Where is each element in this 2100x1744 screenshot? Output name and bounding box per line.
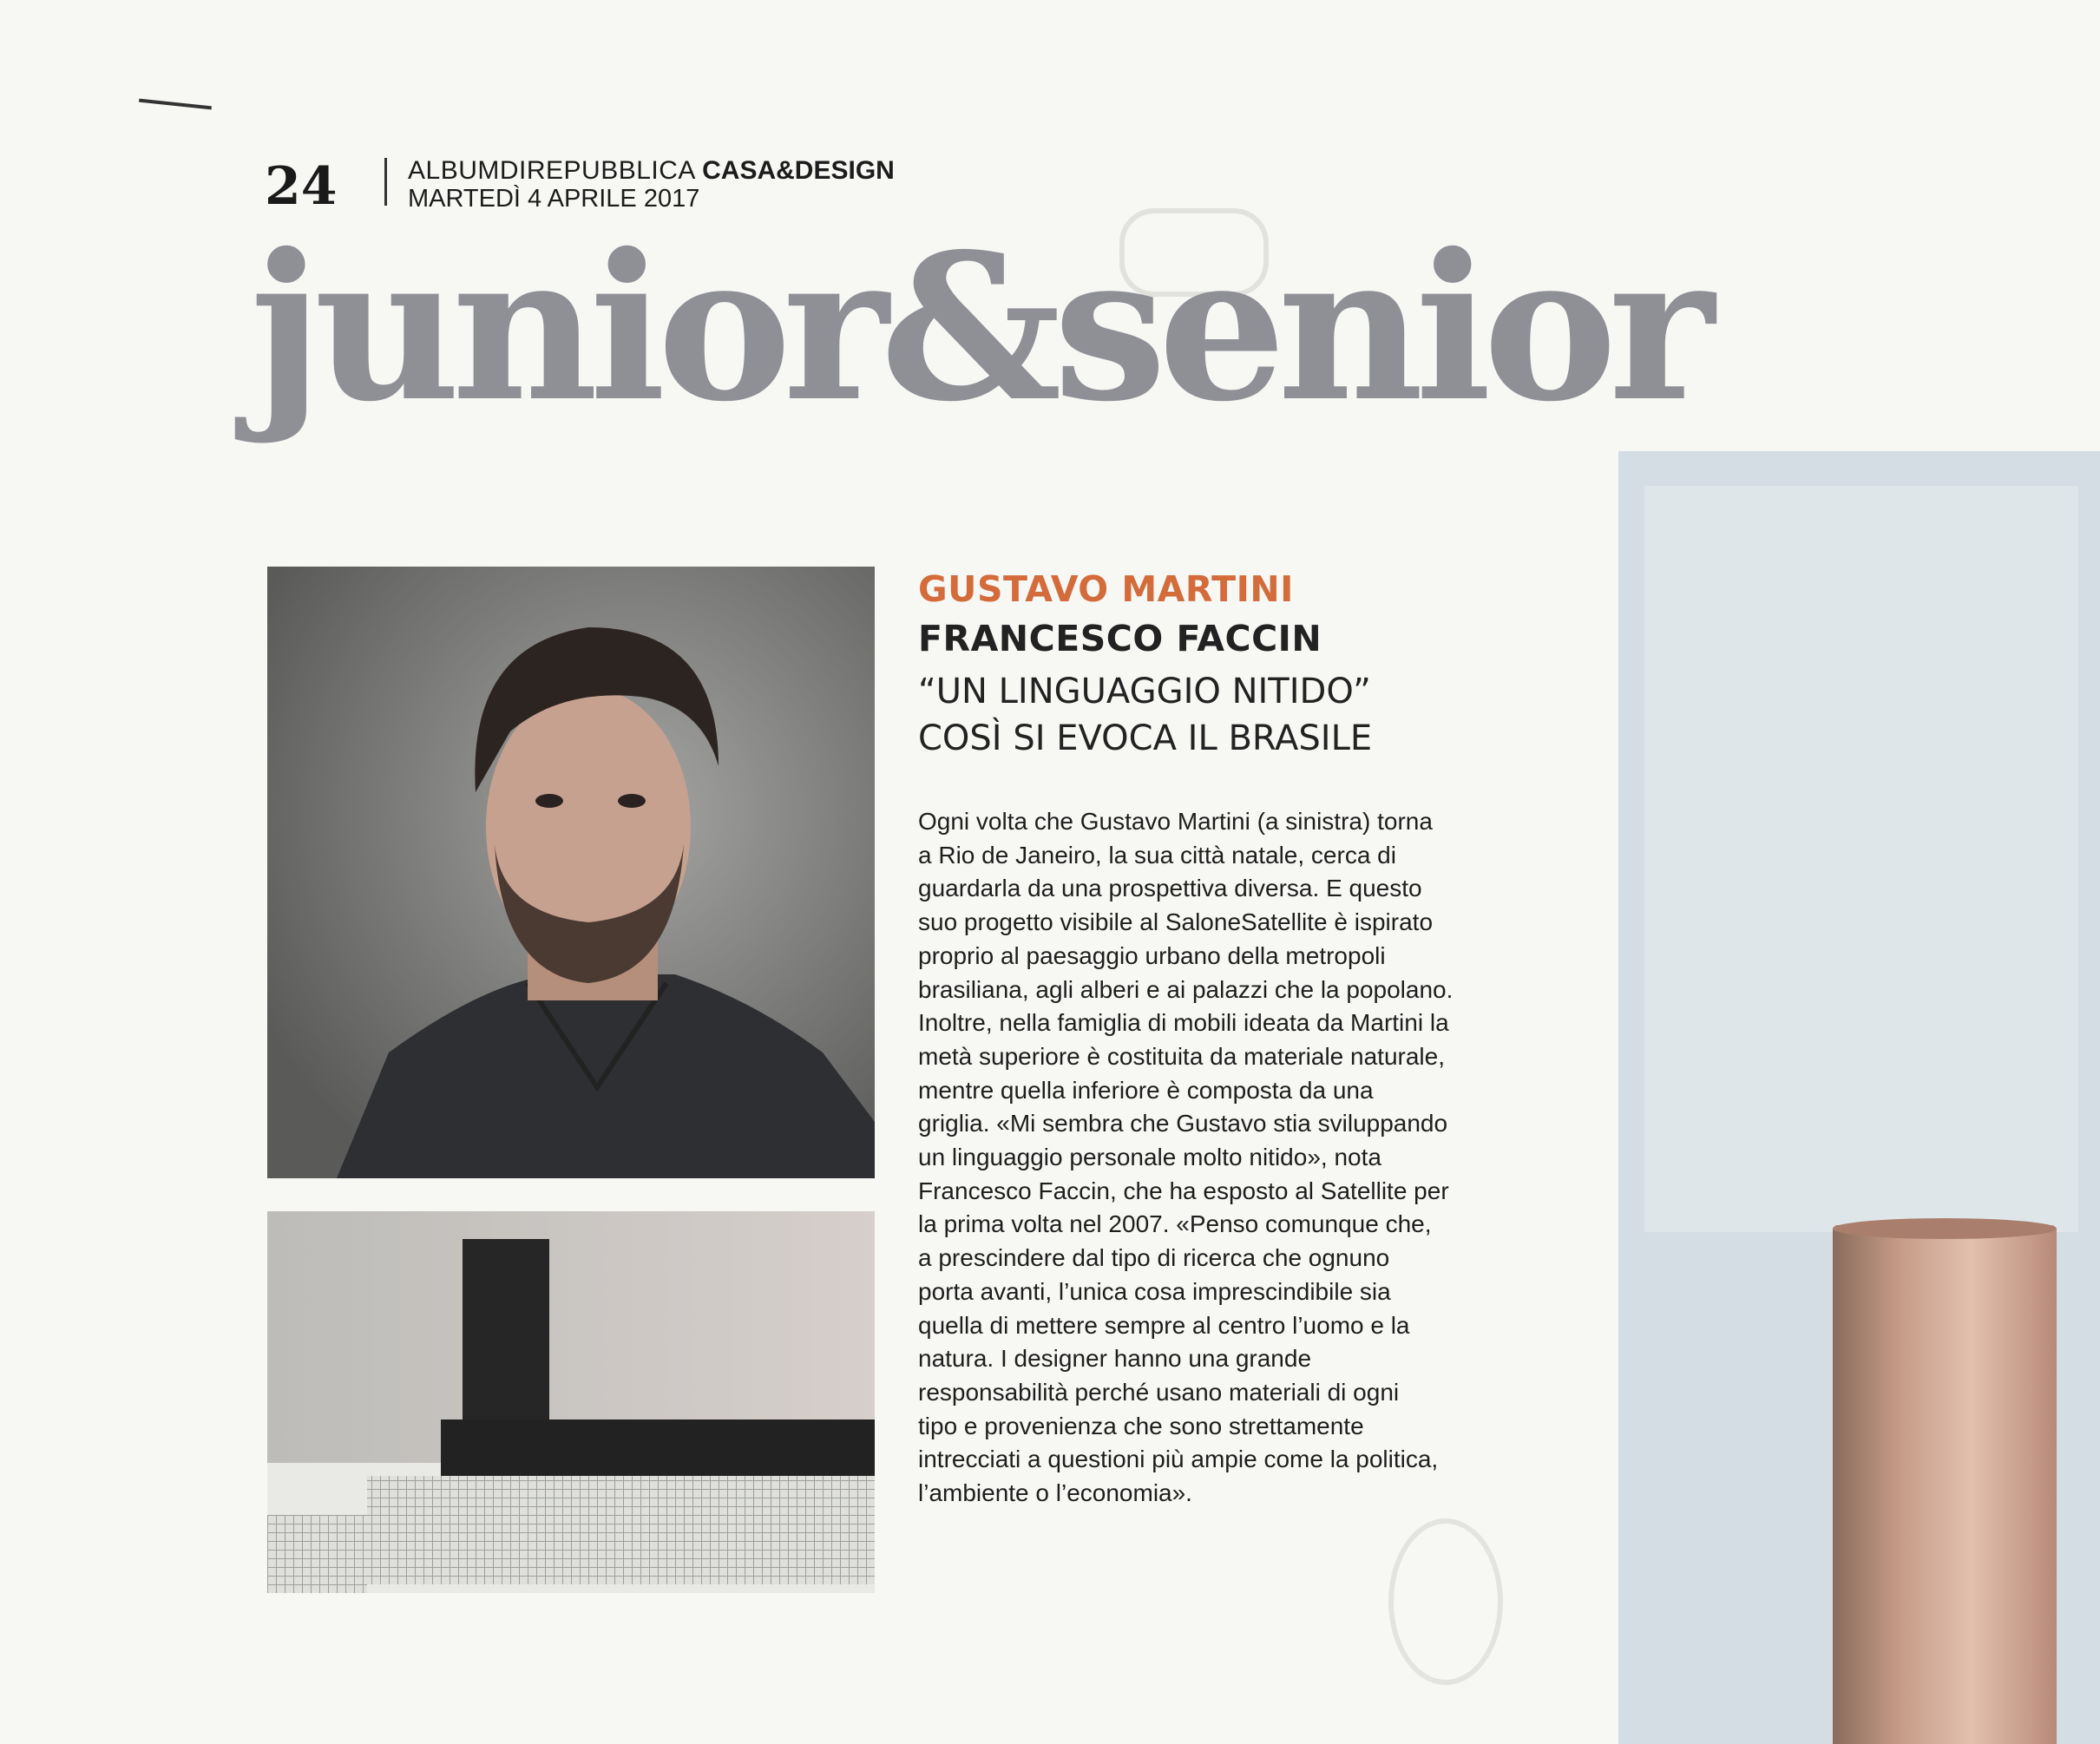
page-number: 24 <box>265 156 338 217</box>
publication-name-bold: CASA&DESIGN <box>702 156 895 185</box>
publication-name-light: ALBUMDIREPUBBLICA <box>408 156 695 185</box>
section-masthead: junior&senior <box>250 209 1706 446</box>
body-line: tipo e provenienza che sono strettamente <box>918 1412 1364 1439</box>
body-line: guardarla da una prospettiva diversa. E questo <box>918 875 1422 902</box>
body-line: griglia. «Mi sembra che Gustavo stia sviluppando <box>918 1110 1448 1138</box>
body-line: suo progetto visibile al SaloneSatellite è ispirato <box>918 908 1434 936</box>
body-line: a Rio de Janeiro, la sua città natale, cerca di <box>918 841 1396 869</box>
publication-name <box>408 156 895 186</box>
body-line: a prescindere dal tipo di ricerca che ognuno <box>918 1244 1390 1272</box>
designer-portrait-photo <box>267 567 875 1178</box>
body-line: Ogni volta che Gustavo Martini (a sinistra) torna <box>918 808 1433 835</box>
vase-photo <box>1833 1225 2057 1744</box>
scan-mark <box>139 99 212 110</box>
bleed-through-shape <box>1388 1518 1503 1685</box>
body-line: metà superiore è costituita da materiale naturale, <box>918 1042 1445 1070</box>
article-body <box>918 805 1491 1511</box>
body-line: proprio al paesaggio urbano della metropoli <box>918 941 1386 969</box>
body-line: porta avanti, l’unica cosa imprescindibile sia <box>918 1277 1391 1305</box>
headline-line: “UN LINGUAGGIO NITIDO” <box>918 672 1371 711</box>
body-line: un linguaggio personale molto nitido», nota <box>918 1144 1381 1171</box>
body-line: brasiliana, agli alberi e ai palazzi che la popolano. <box>918 975 1454 1003</box>
body-line: Francesco Faccin, che ha esposto al Satellite per <box>918 1177 1449 1204</box>
furniture-product-photo <box>267 1211 875 1593</box>
article-kicker-name: GUSTAVO MARTINI <box>918 568 1294 610</box>
body-line: Inoltre, nella famiglia di mobili ideata da Martini la <box>918 1009 1449 1037</box>
header-divider <box>384 158 387 206</box>
body-line: intrecciati a questioni più ampie come la politica, <box>918 1446 1439 1473</box>
body-line: l’ambiente o l’economia». <box>918 1479 1192 1507</box>
headline-line: COSÌ SI EVOCA IL BRASILE <box>918 718 1373 758</box>
vase-rim <box>1833 1218 2057 1239</box>
issue-date: MARTEDÌ 4 APRILE 2017 <box>408 185 700 213</box>
body-line: la prima volta nel 2007. «Penso comunque che, <box>918 1210 1432 1238</box>
body-line: responsabilità perché usano materiali di ogni <box>918 1378 1400 1406</box>
body-line: mentre quella inferiore è composta da una <box>918 1076 1374 1104</box>
article-headline <box>918 668 1372 762</box>
body-line: natura. I designer hanno una grande <box>918 1345 1312 1373</box>
body-line: quella di mettere sempre al centro l’uomo e la <box>918 1311 1410 1339</box>
article-secondary-name: FRANCESCO FACCIN <box>918 618 1322 659</box>
adjacent-photo-inner <box>1644 486 2078 1232</box>
